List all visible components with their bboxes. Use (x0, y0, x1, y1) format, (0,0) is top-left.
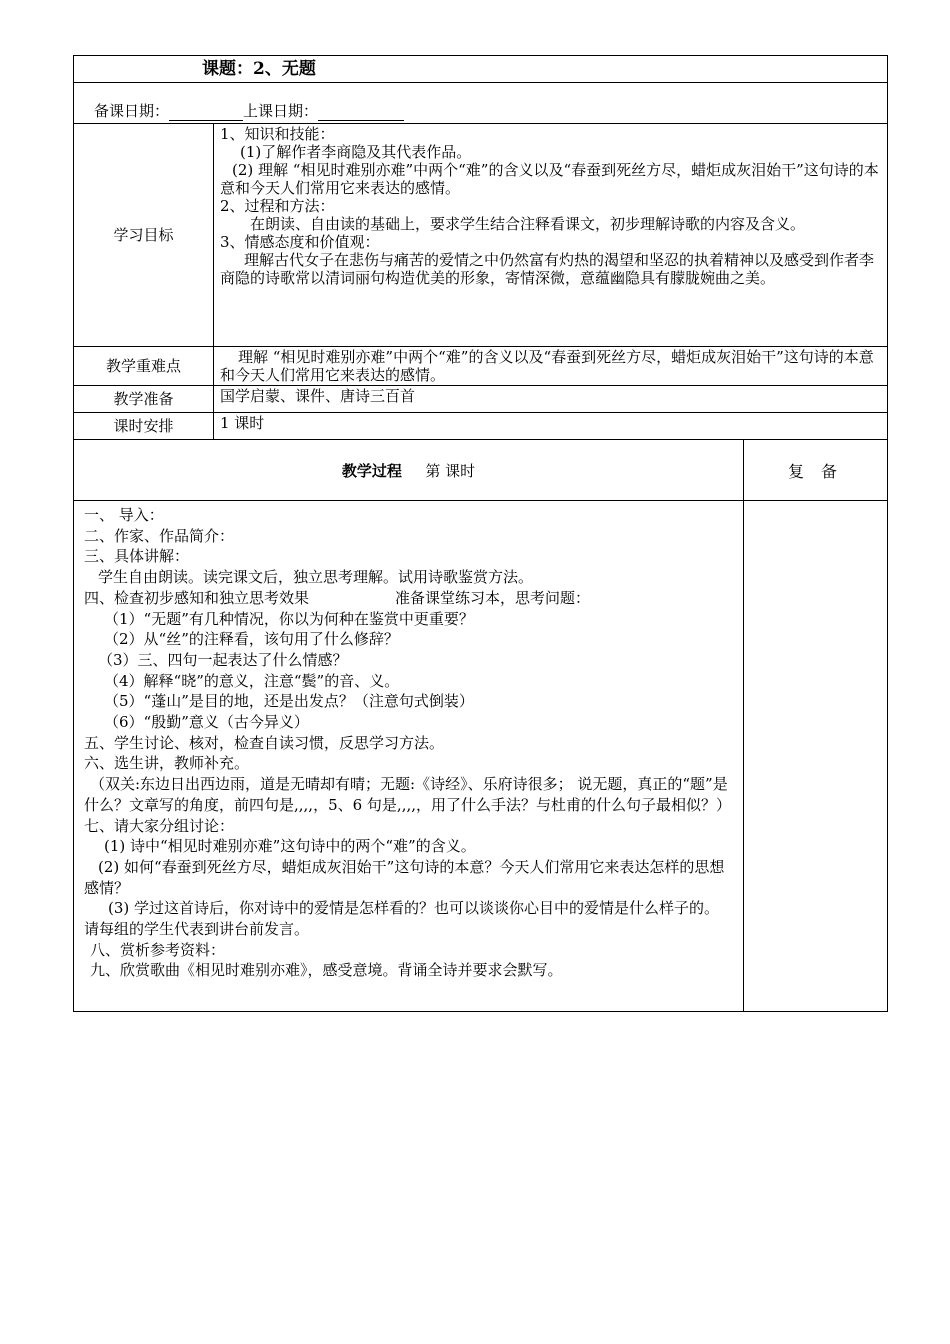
difficulty-content (214, 347, 888, 386)
difficulty-text: 理解 “相见时难别亦难”中两个“难”的含义以及“春蚕到死丝方尽，蜡炬成灰泪始干”这句诗的本意和今天人们常用它来表达的感情。 (220, 348, 874, 384)
review-heading: 复 备 (744, 440, 888, 501)
process-line: 三、具体讲解： (84, 547, 190, 566)
process-heading (74, 440, 744, 501)
process-line: （3）三、四句一起表达了什么情感？ (98, 650, 348, 669)
title-cell (74, 56, 888, 83)
process-line: 六、选生讲，教师补充。 (84, 754, 250, 773)
process-line (84, 588, 737, 609)
process-content (74, 501, 744, 1012)
process-line-part: 四、检查初步感知和独立思考效果 (84, 588, 310, 607)
process-line: 学生自由朗读。读完课文后，独立思考理解。试用诗歌鉴赏方法。 (98, 568, 534, 587)
goals-content (214, 124, 888, 347)
process-line: （4）解释“晓”的意义，注意“鬓”的音、义。 (104, 671, 400, 690)
process-line: (2) 如何“春蚕到死丝方尽，蜡炬成灰泪始干”这句诗的本意？今天人们常用它来表达怎样的思想感情？ (84, 857, 725, 897)
process-heading-period: 第 课时 (425, 461, 476, 480)
process-line: (3) 学过这首诗后，你对诗中的爱情是怎样看的？也可以谈谈你心目中的爱情是什么样子的。 请每组的学生代表到讲台前发言。 (84, 899, 720, 939)
goal-line: 理解古代女子在悲伤与痛苦的爱情之中仍然富有灼热的渴望和坚忍的执着精神以及感受到作者李商隐的诗歌常以清词丽句构造优美的形象，寄情深微，意蕴幽隐具有朦胧婉曲之美。 (220, 251, 875, 287)
prep-date-label: 备课日期： (94, 102, 170, 120)
goal-line: 2、过程和方法： (220, 197, 335, 215)
process-line-part: 准备课堂练习本，思考问题： (395, 588, 591, 607)
process-line: （双关:东边日出西边雨，道是无晴却有晴；无题:《诗经》、乐府诗很多； 说无题，真正的“题”是什么？文章写的角度，前四句是,,,,，5、6 句是,,,,，用了什么手法？与杜甫的什么句子最相似？） (84, 775, 732, 814)
process-heading-bold: 教学过程 (341, 461, 402, 480)
goal-line: 3、情感态度和价值观： (220, 233, 380, 251)
dates-row (74, 101, 887, 123)
process-line: 五、学生讨论、核对，检查自读习惯，反思学习方法。 (84, 733, 445, 752)
process-line: 一、 导入： (84, 506, 164, 524)
process-line: 七、请大家分组讨论： (84, 816, 235, 835)
class-date-label: 上课日期： (243, 102, 319, 120)
review-content (744, 501, 888, 1012)
preparation-content: 国学启蒙、课件、唐诗三百首 (214, 386, 888, 413)
process-line: 八、赏析参考资料： (90, 940, 226, 959)
process-line: （6）“殷勤”意义（古今异义） (104, 713, 309, 732)
goal-line: (1)了解作者李商隐及其代表作品。 (240, 143, 472, 161)
difficulty-label: 教学重难点 (74, 347, 214, 386)
class-date-blank (318, 104, 404, 121)
goal-line: (2) 理解 “相见时难别亦难”中两个“难”的含义以及“春蚕到死丝方尽，蜡炬成灰泪始干”这句诗的本意和今天人们常用它来表达的感情。 (220, 161, 879, 197)
schedule-content: 1 课时 (214, 413, 888, 440)
process-line: 二、作家、作品简介： (84, 526, 235, 545)
process-line: 九、欣赏歌曲《相见时难别亦难》，感受意境。背诵全诗并要求会默写。 (90, 961, 563, 980)
goal-line: 1、知识和技能： (220, 125, 335, 143)
lesson-plan-table (73, 55, 888, 1012)
process-line: （2）从“丝”的注释看，该句用了什么修辞？ (104, 630, 399, 649)
prep-date-blank (169, 104, 243, 121)
schedule-label: 课时安排 (74, 413, 214, 440)
goals-label: 学习目标 (74, 124, 214, 347)
dates-cell (74, 83, 888, 124)
process-line: （1）“无题”有几种情况，你以为何种在鉴赏中更重要？ (104, 609, 474, 628)
goal-line: 在朗读、自由读的基础上，要求学生结合注释看课文，初步理解诗歌的内容及含义。 (250, 215, 806, 233)
process-line: （5）“蓬山”是目的地，还是出发点？（注意句式倒装） (104, 692, 474, 711)
preparation-label: 教学准备 (74, 386, 214, 413)
process-line: (1) 诗中“相见时难别亦难”这句诗中的两个“难”的含义。 (104, 837, 476, 856)
lesson-title: 课题：2、无题 (202, 59, 316, 79)
